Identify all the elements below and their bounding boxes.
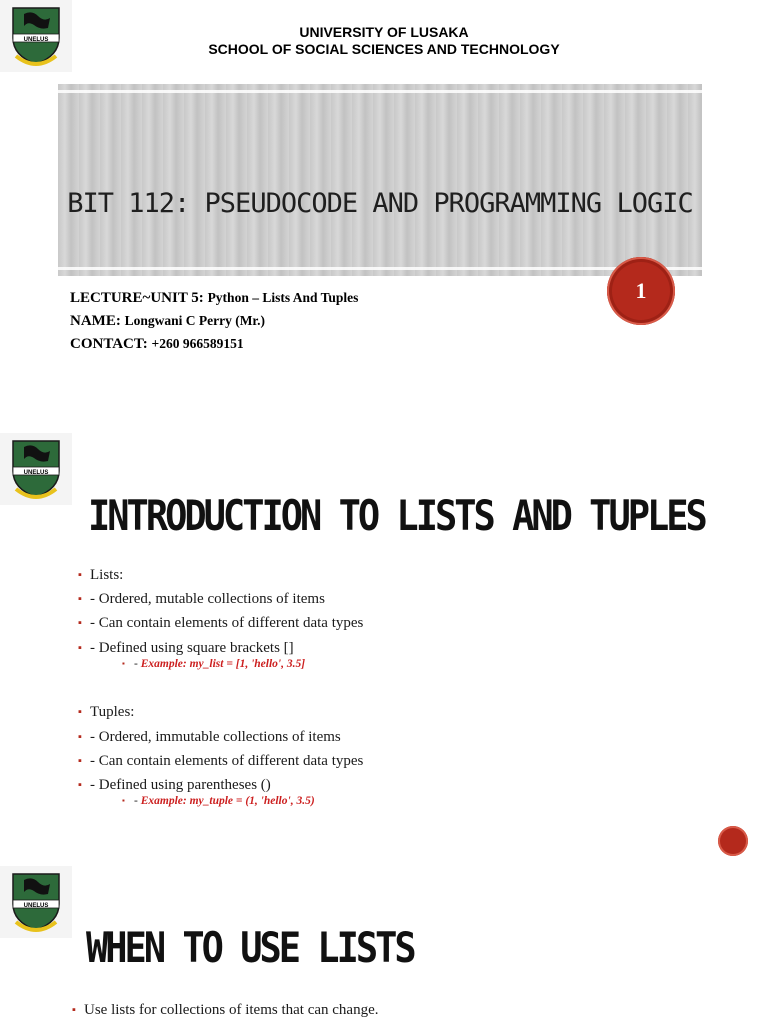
bullet-lists-item: ▪ - Defined using square brackets [] [90, 640, 294, 657]
slide-number-badge [718, 826, 748, 856]
example-dash: - [134, 658, 138, 670]
slide-title-intro: INTRODUCTION TO LISTS AND TUPLES [88, 492, 705, 541]
bullet-tuples-item: ▪ - Can contain elements of different data types [90, 753, 363, 770]
slide-number-badge: 1 [607, 257, 675, 325]
svg-text:UNELUS: UNELUS [23, 470, 49, 476]
bullet-tuples-heading: ▪ Tuples: [90, 704, 134, 721]
contact-label: CONTACT: [70, 336, 148, 352]
example-dash: - [134, 795, 138, 807]
bullet-lists-heading: ▪ Lists: [90, 567, 123, 584]
university-name: UNIVERSITY OF LUSAKA [299, 24, 469, 40]
contact-line [70, 336, 244, 353]
bullet-use-lists: ▪ Use lists for collections of items that can change. [84, 1002, 379, 1019]
lists-example [134, 658, 305, 670]
university-logo [0, 866, 72, 938]
bullet-lists-item: ▪ - Ordered, mutable collections of items [90, 591, 325, 608]
svg-text:UNELUS: UNELUS [23, 37, 49, 43]
course-title: BIT 112: PSEUDOCODE AND PROGRAMMING LOGIC [67, 188, 693, 219]
bullet-tuples-item: ▪ - Defined using parentheses () [90, 777, 271, 794]
lecture-label: LECTURE~UNIT 5: [70, 290, 204, 306]
bullet-lists-item: ▪ - Can contain elements of different data types [90, 615, 363, 632]
name-label: NAME: [70, 313, 121, 329]
lecture-value: Python – Lists And Tuples [207, 290, 359, 305]
name-value: Longwani C Perry (Mr.) [124, 313, 266, 328]
slide-title-when-lists: WHEN TO USE LISTS [86, 924, 414, 973]
name-line [70, 313, 265, 330]
lecture-line [70, 290, 358, 307]
school-name: SCHOOL OF SOCIAL SCIENCES AND TECHNOLOGY [208, 41, 560, 57]
tuples-example-code: Example: my_tuple = (1, 'hello', 3.5) [140, 795, 315, 807]
contact-value: +260 966589151 [151, 336, 244, 351]
lists-example-code: Example: my_list = [1, 'hello', 3.5] [140, 658, 306, 670]
bullet-tuples-item: ▪ - Ordered, immutable collections of items [90, 729, 341, 746]
svg-text:UNELUS: UNELUS [23, 903, 49, 909]
university-logo [0, 433, 72, 505]
title-banner [58, 84, 702, 276]
tuples-example [134, 795, 315, 807]
